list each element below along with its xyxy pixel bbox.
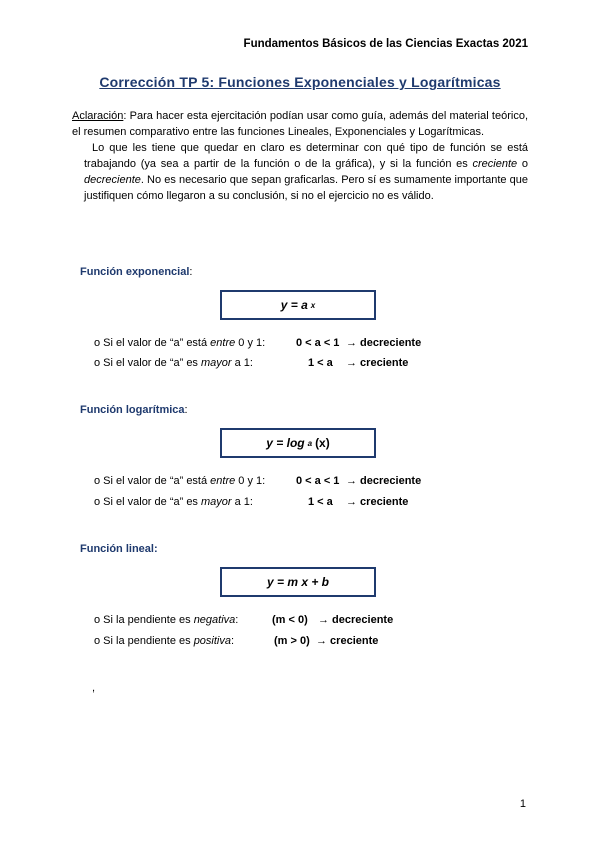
- lin-row-2: o Si la pendiente es positiva:: [94, 635, 235, 647]
- log-row-1: o Si el valor de “a” está entre 0 y 1:: [94, 475, 266, 487]
- log-row-1-result: → decreciente: [346, 475, 422, 487]
- exp-row-1: o Si el valor de “a” está entre 0 y 1:: [94, 337, 266, 349]
- formula-box-logarithmic: y = log a (x): [220, 428, 376, 458]
- section-title-exponential: Función exponencial:: [80, 266, 193, 278]
- lin-row-2-condition: (m > 0): [274, 635, 310, 647]
- page-number: 1: [519, 798, 526, 810]
- clarification-note: [72, 108, 528, 204]
- exp-row-1-condition: 0 < a < 1: [296, 337, 340, 349]
- section-title-logarithmic: Función logarítmica:: [80, 404, 188, 416]
- exp-row-1-result: → decreciente: [346, 337, 422, 349]
- page-title: Corrección TP 5: Funciones Exponenciales y Logarítmicas: [99, 74, 501, 90]
- exp-row-2-condition: 1 < a: [308, 357, 333, 369]
- lin-row-2-result: → creciente: [316, 635, 379, 647]
- lin-row-1-result: → decreciente: [318, 614, 394, 626]
- formula-box-linear: y = m x + b: [220, 567, 376, 597]
- lin-row-1: o Si la pendiente es negativa:: [94, 614, 239, 626]
- lin-row-1-condition: (m < 0): [272, 614, 308, 626]
- exp-row-2-result: → creciente: [346, 357, 409, 369]
- note-label: Aclaración: [72, 110, 124, 122]
- stray-mark: ,: [92, 682, 96, 694]
- exp-row-2: o Si el valor de “a” es mayor a 1:: [94, 357, 253, 369]
- section-title-linear: Función lineal:: [80, 543, 158, 555]
- log-row-2: o Si el valor de “a” es mayor a 1:: [94, 496, 253, 508]
- note-paragraph-2: Lo que les tiene que quedar en claro es determinar con qué tipo de función se está trabajando (ya sea a partir de la función o de la gráfica), y si la función es creciente o decreciente. No es necesario que sepan graficarlas. Pero sí es sumamente importante que justifiquen cómo llegaron a su conclusión, si no el ejercicio no es válido.: [84, 142, 528, 202]
- log-row-2-result: → creciente: [346, 496, 409, 508]
- log-row-2-condition: 1 < a: [308, 496, 333, 508]
- formula-box-exponential: y = a x: [220, 290, 376, 320]
- note-paragraph-1: Aclaración: Para hacer esta ejercitación podían usar como guía, además del material teórico, el resumen comparativo entre las funciones Lineales, Exponenciales y Logarítmicas.: [72, 110, 528, 138]
- document-header: Fundamentos Básicos de las Ciencias Exactas 2021: [243, 38, 528, 50]
- log-row-1-condition: 0 < a < 1: [296, 475, 340, 487]
